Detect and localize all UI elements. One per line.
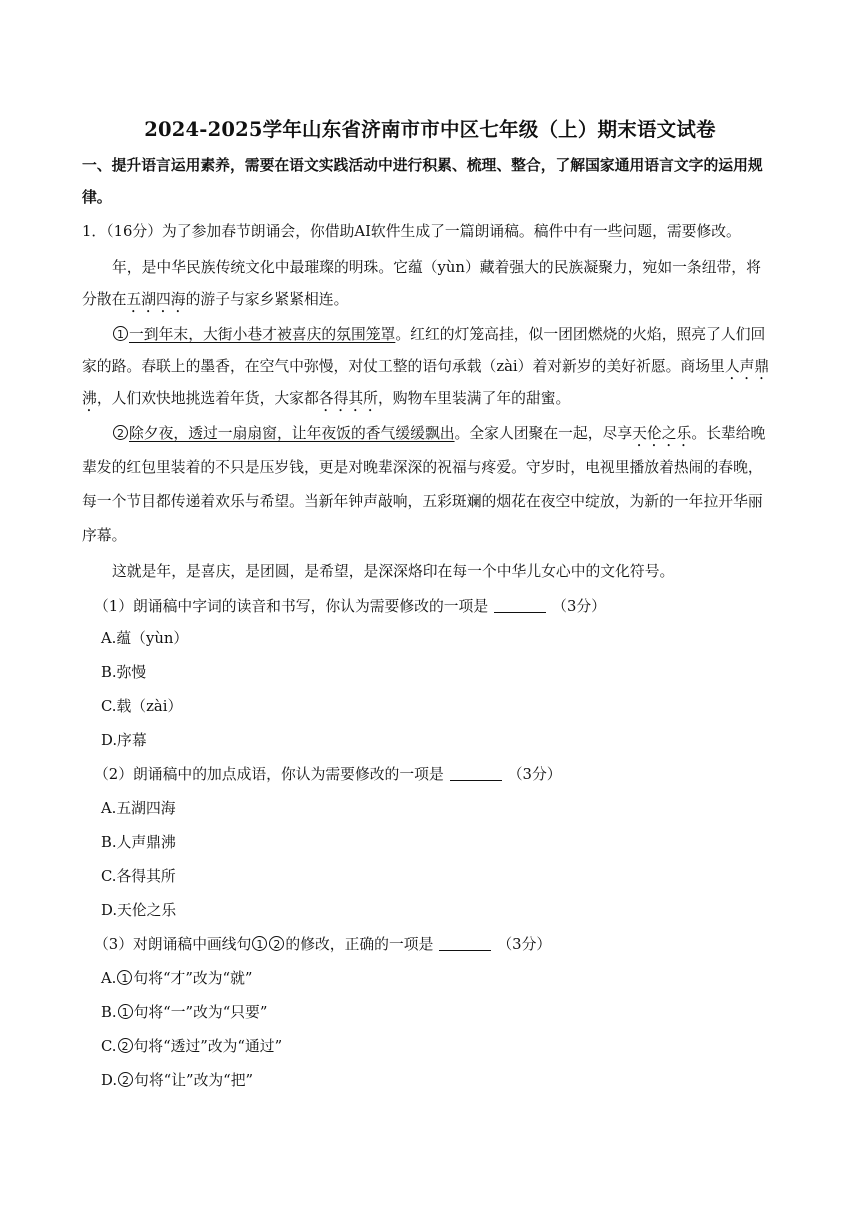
dotted-idiom: 天伦之乐: [632, 425, 692, 442]
subquestion3-stem: [94, 935, 551, 955]
option-prefix: D.: [101, 1072, 118, 1089]
question-intro: 1．（16分）为了参加春节朗诵会，你借助AI软件生成了一篇朗诵稿。稿件中有一些问题，需要修改。: [82, 223, 741, 240]
text-span: （3分）: [552, 598, 606, 615]
text-span: 的修改，正确的一项是: [285, 936, 434, 953]
option-b[interactable]: [101, 1003, 267, 1023]
option-d[interactable]: D.序幕: [101, 732, 147, 749]
circled-mark: 2: [113, 425, 128, 440]
paragraph1-line2: [82, 290, 348, 316]
dotted-idiom: 沸: [82, 390, 97, 407]
dotted-idiom: 人声鼎: [724, 358, 770, 375]
paragraph3-line2: 辈发的红包里装着的不只是压岁钱，更是对晚辈深深的祝福与疼爱。守岁时，电视里播放着热闹的春晚，: [82, 459, 763, 476]
section-heading-line2: 律。: [82, 189, 112, 206]
option-d[interactable]: [101, 1071, 253, 1091]
circled-mark: 1: [118, 1004, 133, 1019]
circled-mark: 1: [117, 970, 132, 985]
text-span: ，购物车里装满了年的甜蜜。: [377, 390, 571, 407]
option-text: 句将“透过”改为“通过”: [133, 1038, 283, 1055]
paragraph2-line3: [82, 389, 570, 415]
answer-blank[interactable]: [439, 936, 491, 951]
text-span: 。长辈给晚: [691, 425, 766, 442]
circled-mark: 2: [118, 1072, 133, 1087]
option-c[interactable]: C.载（zài）: [101, 698, 183, 715]
text-span: （2）朗诵稿中的加点成语，你认为需要修改的一项是: [94, 766, 444, 783]
text-span: （3）对朗诵稿中画线句: [94, 936, 252, 953]
dotted-idiom: 各得其所: [318, 390, 378, 407]
option-text: 句将“一”改为“只要”: [133, 1004, 268, 1021]
circled-mark: 1: [252, 936, 267, 951]
paragraph3-line4: 序幕。: [82, 527, 127, 544]
option-b[interactable]: B.弥慢: [101, 664, 147, 681]
option-a[interactable]: A.五湖四海: [101, 800, 176, 817]
answer-blank[interactable]: [450, 766, 502, 781]
answer-blank[interactable]: [494, 598, 546, 613]
text-span: （3分）: [507, 766, 562, 783]
text-span: ，人们欢快地挑选着年货，大家都: [96, 390, 319, 407]
text-span: 分散在: [82, 291, 127, 308]
option-c[interactable]: [101, 1037, 282, 1057]
subquestion1-stem: [94, 597, 606, 617]
paragraph4: 这就是年，是喜庆，是团圆，是希望，是深深烙印在每一个中华儿女心中的文化符号。: [112, 563, 675, 580]
paragraph1-line1: 年，是中华民族传统文化中最璀璨的明珠。它蕴（yùn）藏着强大的民族凝聚力，宛如一条纽带，将: [112, 259, 761, 276]
option-c[interactable]: C.各得其所: [101, 868, 176, 885]
text-span: 。全家人团聚在一起，尽享: [454, 425, 633, 442]
paragraph2-line1: [112, 325, 765, 345]
option-text: 句将“才”改为“就”: [133, 970, 253, 987]
underlined-sentence: 一到年末，大街小巷才被喜庆的氛围笼罩: [129, 326, 396, 343]
subquestion2-stem: [94, 765, 562, 785]
dotted-idiom: 五湖四海: [126, 291, 186, 308]
circled-mark: 2: [118, 1038, 133, 1053]
option-d[interactable]: D.天伦之乐: [101, 902, 177, 919]
option-b[interactable]: B.人声鼎沸: [101, 834, 176, 851]
text-span: 的游子与家乡紧紧相连。: [185, 291, 349, 308]
text-span: 。红红的灯笼高挂，似一团团燃烧的火焰，照亮了人们回: [395, 326, 766, 343]
option-a[interactable]: [101, 969, 252, 989]
circled-mark: 2: [269, 936, 284, 951]
text-span: （3分）: [497, 936, 552, 953]
underlined-sentence: 除夕夜，透过一扇扇窗，让年夜饭的香气缓缓飘出: [129, 425, 455, 442]
option-text: 句将“让”改为“把”: [134, 1072, 254, 1089]
text-span: （1）朗诵稿中字词的读音和书写，你认为需要修改的一项是: [94, 598, 489, 615]
section-heading-line1: 一、提升语言运用素养，需要在语文实践活动中进行积累、梳理、整合，了解国家通用语言文字的运用规: [82, 157, 763, 174]
option-a[interactable]: A.蕴（yùn）: [101, 630, 189, 647]
option-prefix: C.: [101, 1038, 117, 1055]
paragraph3-line1: [112, 424, 765, 450]
option-prefix: B.: [101, 1004, 117, 1021]
circled-mark: 1: [113, 326, 128, 341]
paragraph3-line3: 每一个节目都传递着欢乐与希望。当新年钟声敲响，五彩斑斓的烟花在夜空中绽放，为新的一年拉开华丽: [82, 493, 763, 510]
page-title: 2024-2025学年山东省济南市市中区七年级（上）期末语文试卷: [144, 118, 716, 141]
text-span: 家的路。春联上的墨香，在空气中弥慢，对仗工整的语句承载（zài）着对新岁的美好祈愿。商场里: [82, 358, 725, 375]
paragraph2-line2: [82, 357, 769, 383]
option-prefix: A.: [101, 970, 117, 987]
